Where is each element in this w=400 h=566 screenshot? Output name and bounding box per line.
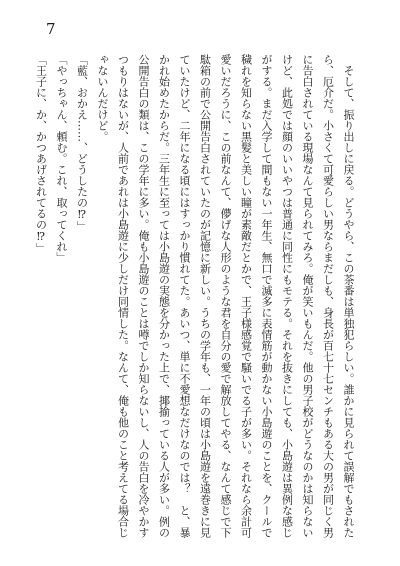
dialogue-line: 「やっちゃん、頼む。これ、取ってくれ」: [55, 54, 68, 263]
dialogue-line: 「藍、おかえ……、どうしたの⁉」: [75, 54, 89, 232]
page-number: 7: [46, 20, 56, 38]
body-text: [30, 54, 358, 538]
narration-paragraph: そして、振り出しに戻る。どうやら、この茶番は単独犯らしい。誰かに見られて誤解でもされたら、厄介だ。小さくて可愛らしい男ならまだしも、身長が百七十七センチもある大の男が同じく男に告白されている現場なんて見られてみろ。俺が笑いもんだ。他の男子校がどうなのかは知らないけど、此処では顔のいいやつは普通に同性にもモテる。それを抜きにしても、小島遊は異例な感じがする。まだ入学して間もない一年生、無口で滅多に表情筋が動かない小島遊のことを、クールで穢れを知らない黒髪と美しい瞳が素敵だとかで、王子様感覚で騒いでる子が多い。それなら余計可愛いだろうに、この前なんて、儚げな人形のような君を自分の愛で解放してやる、なんて感じで下駄箱の前で公開告白されていたのが記憶に新しい。うちの学年も、一年の頃は小島遊を遠巻きに見ていたけど、二年になる頃にはすっかり慣れてた。あいつ、単に不愛想なだけなのでは？ と、暴かれ始めたからだ。三年生に至っては小島遊の実態を分かった上で、揶揄っている人が多い。例の公開告白の類は、この学年に多い。俺も小島遊のことは噂でしか知らないし、人の告白を冷やかすつもりはないが、人前であれは小島遊に少しだけ同情した。なんて、俺も他のこと考えてる場合じゃないんだけど。: [96, 54, 355, 538]
dialogue-line: 「王子に、か、かつあげされてるの⁉」: [34, 54, 48, 254]
